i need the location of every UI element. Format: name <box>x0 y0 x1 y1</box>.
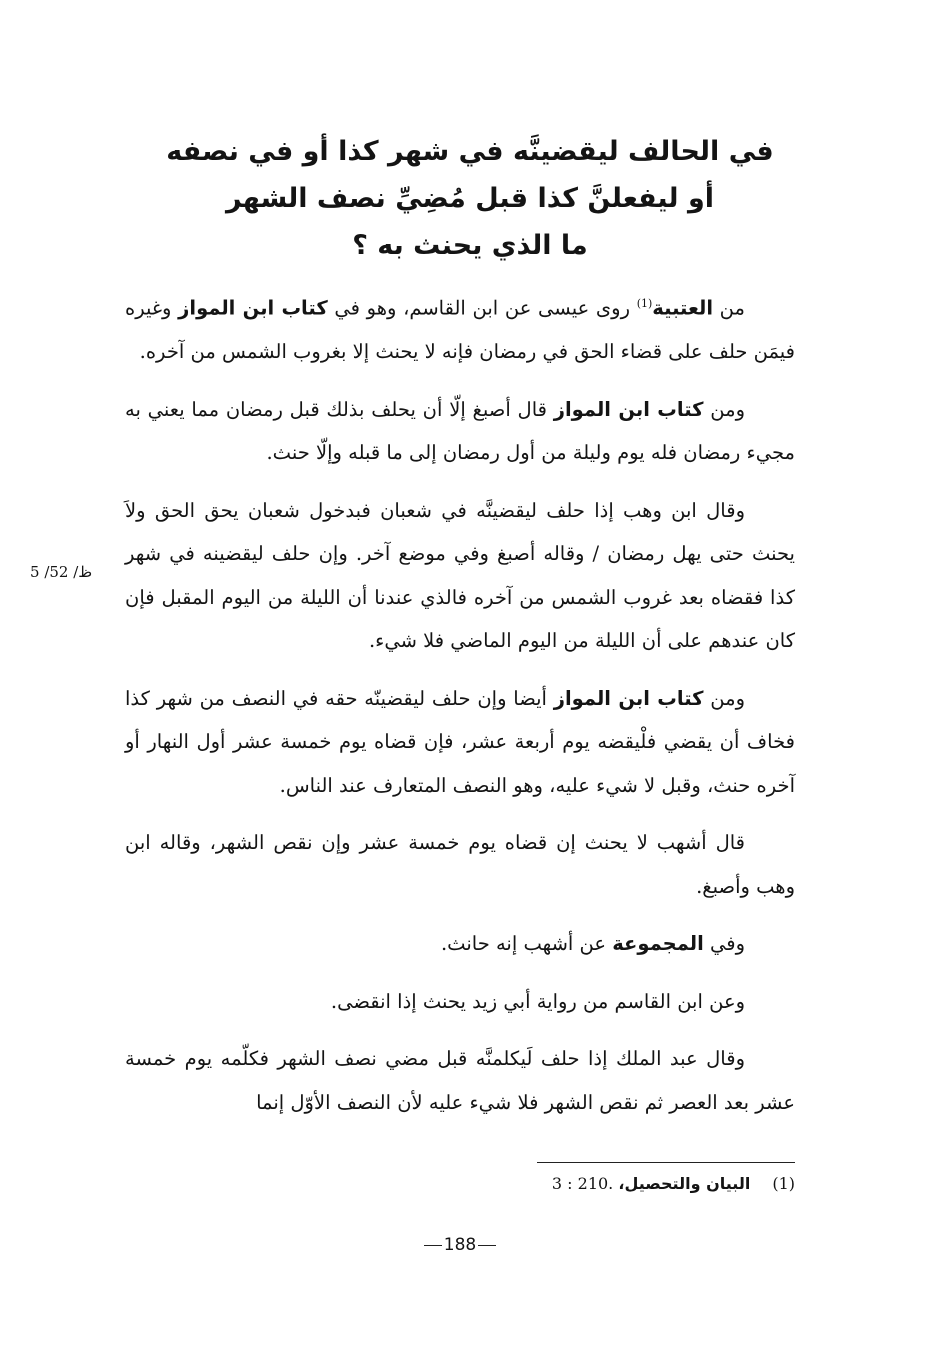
p1-source-title-2: كتاب ابن المواز <box>178 296 328 320</box>
footnote-source: البيان والتحصيل، <box>618 1174 751 1193</box>
paragraph-6 <box>125 922 795 966</box>
footnote-marker: (1) <box>636 297 653 310</box>
paragraph-3: وقال ابن وهب إذا حلف ليقضينَّه في شعبان فبدخول شعبان يحق الحق ولاَ يحنث حتى يهل رمضان / وقاله أصبغ وفي موضع آخر. وإن حلف ليقضينه في شهر كذا فقضاه بعد غروب الشمس من آخره فالذي عندنا أن الليلة من اليوم المقبل فإن كان عندهم على أن الليلة من اليوم الماضي فلا شيء. <box>125 498 795 652</box>
p1-mid: روى عيسى عن ابن القاسم، وهو في <box>327 296 637 320</box>
folio-dash-right <box>478 1245 496 1246</box>
p4-source-title: كتاب ابن المواز <box>553 686 704 710</box>
p2-lead: ومن <box>703 397 745 421</box>
p2-source-title: كتاب ابن المواز <box>553 397 704 421</box>
paragraph-8: وقال عبد الملك إذا حلف لَيكلمنَّه قبل مضي نصف الشهر فكلّمه يوم خمسة عشر بعد العصر ثم نقص الشهر فلا شيء عليه لأن النصف الأوّل إنما <box>125 1047 795 1114</box>
p4-rest: أيضا وإن حلف ليقضينّه حقه في النصف من شهر كذا فخاف أن يقضي فلْيقضه يوم أربعة عشر، فإن قضاه يوم خمسة عشر أول النهار أو آخره حنث، وقبل لا شيء عليه، وهو النصف المتعارف عند الناس. <box>125 686 795 797</box>
p6-lead: وفي <box>703 932 745 955</box>
p6-rest: عن أشهب إنه حانث. <box>440 932 613 955</box>
p2-rest: قال أصبغ إلّا أن يحلف بذلك قبل رمضان مما يعني به مجيء رمضان فله يوم وليلة من أول رمضان إلى ما قبله وإلّا حنث. <box>125 397 795 464</box>
p4-lead: ومن <box>703 686 745 710</box>
body-text <box>125 282 795 1138</box>
margin-manuscript-reference: ظ/ 52/ 5 <box>30 563 93 581</box>
paragraph-4 <box>125 677 795 808</box>
footnote-number: (1) <box>772 1174 795 1193</box>
paragraph-1 <box>125 282 795 374</box>
p1-lead: من <box>713 296 745 320</box>
p1-rest: وغيره فيمَن حلف على قضاء الحق في رمضان فإنه لا يحنث إلا بغروب الشمس من آخره. <box>125 296 795 363</box>
p6-source-title: المجموعة <box>612 932 704 955</box>
title-line-1: في الحالف ليقضينَّه في شهر كذا أو في نصفه <box>166 136 774 167</box>
p1-source-title: العتبية <box>652 296 713 320</box>
folio-dash-left <box>424 1245 442 1246</box>
page-number <box>360 1235 560 1255</box>
paragraph-7: وعن ابن القاسم من رواية أبي زيد يحنث إذا انقضى. <box>330 989 745 1013</box>
title-line-2: أو ليفعلنَّ كذا قبل مُضِيِّ نصف الشهر <box>226 183 714 214</box>
paragraph-5: قال أشهب لا يحنث إن قضاه يوم خمسة عشر وإن نقص الشهر، وقاله ابن وهب وأصبغ. <box>125 831 795 898</box>
paragraph-2 <box>125 388 795 475</box>
footnote <box>480 1170 795 1198</box>
page-number-value: 188 <box>443 1235 477 1255</box>
chapter-title <box>120 128 820 269</box>
title-line-3: ما الذي يحنث به ؟ <box>352 230 588 261</box>
footnote-divider <box>537 1162 795 1163</box>
footnote-reference: 3 : 210. <box>551 1174 614 1193</box>
